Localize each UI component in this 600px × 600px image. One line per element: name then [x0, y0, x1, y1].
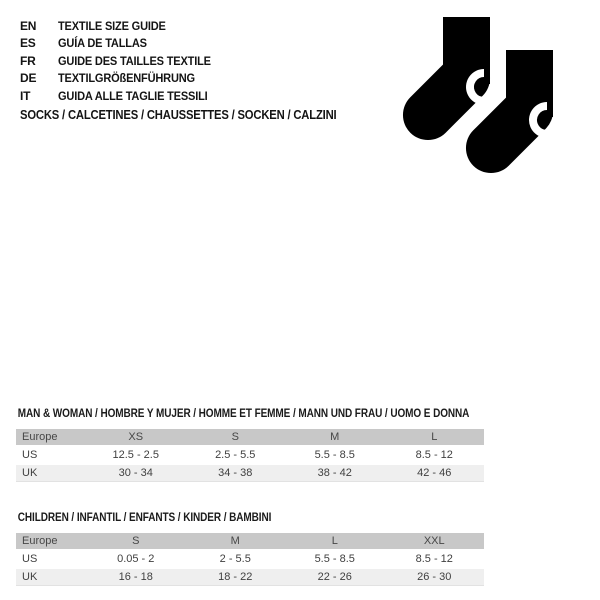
column-header: XS	[86, 429, 186, 447]
language-row	[20, 87, 224, 105]
row-label: US	[16, 551, 86, 569]
size-cell: 34 - 38	[186, 465, 286, 482]
size-cell: 5.5 - 8.5	[285, 551, 385, 569]
language-code: DE	[20, 71, 37, 86]
column-header: S	[186, 429, 286, 447]
table-row	[16, 569, 484, 586]
language-row	[20, 35, 224, 53]
column-header: Europe	[16, 429, 86, 447]
column-header: L	[285, 533, 385, 551]
row-label: US	[16, 447, 86, 465]
size-cell: 0.05 - 2	[86, 551, 186, 569]
row-label: UK	[16, 569, 86, 586]
table-title: MAN & WOMAN / HOMBRE Y MUJER / HOMME ET FEMME / MANN UND FRAU / UOMO E DONNA	[17, 408, 470, 420]
size-cell: 16 - 18	[86, 569, 186, 586]
table-row	[16, 551, 484, 569]
size-cell: 8.5 - 12	[385, 551, 485, 569]
category-line: SOCKS / CALCETINES / CHAUSSETTES / SOCKEN / CALZINI	[20, 108, 337, 122]
table-header-row	[16, 533, 484, 551]
language-row	[20, 17, 224, 35]
table-header-row	[16, 429, 484, 447]
table-title: CHILDREN / INFANTIL / ENFANTS / KINDER / BAMBINI	[17, 512, 272, 524]
language-row	[20, 70, 224, 88]
table-row	[16, 465, 484, 482]
row-label: UK	[16, 465, 86, 482]
size-cell: 22 - 26	[285, 569, 385, 586]
size-cell: 42 - 46	[385, 465, 485, 482]
size-cell: 30 - 34	[86, 465, 186, 482]
language-code: IT	[20, 88, 31, 103]
column-header: S	[86, 533, 186, 551]
size-table-children	[16, 511, 484, 586]
language-row	[20, 52, 224, 70]
size-table-adult	[16, 407, 484, 482]
size-cell: 2.5 - 5.5	[186, 447, 286, 465]
language-list	[20, 17, 224, 105]
column-header: L	[385, 429, 485, 447]
column-header: M	[186, 533, 286, 551]
language-label: TEXTILGRÖßENFÜHRUNG	[58, 71, 195, 86]
column-header: XXL	[385, 533, 485, 551]
size-cell: 12.5 - 2.5	[86, 447, 186, 465]
size-cell: 18 - 22	[186, 569, 286, 586]
size-cell: 8.5 - 12	[385, 447, 485, 465]
socks-icon	[393, 4, 563, 184]
column-header: Europe	[16, 533, 86, 551]
language-label: GUÍA DE TALLAS	[58, 36, 147, 51]
size-cell: 2 - 5.5	[186, 551, 286, 569]
language-code: FR	[20, 53, 36, 68]
language-label: TEXTILE SIZE GUIDE	[58, 18, 166, 33]
column-header: M	[285, 429, 385, 447]
size-cell: 26 - 30	[385, 569, 485, 586]
language-label: GUIDA ALLE TAGLIE TESSILI	[58, 88, 208, 103]
size-cell: 5.5 - 8.5	[285, 447, 385, 465]
size-cell: 38 - 42	[285, 465, 385, 482]
table-row	[16, 447, 484, 465]
size-table	[16, 429, 484, 482]
language-code: EN	[20, 18, 37, 33]
language-label: GUIDE DES TAILLES TEXTILE	[58, 53, 211, 68]
language-code: ES	[20, 36, 36, 51]
size-table	[16, 533, 484, 586]
